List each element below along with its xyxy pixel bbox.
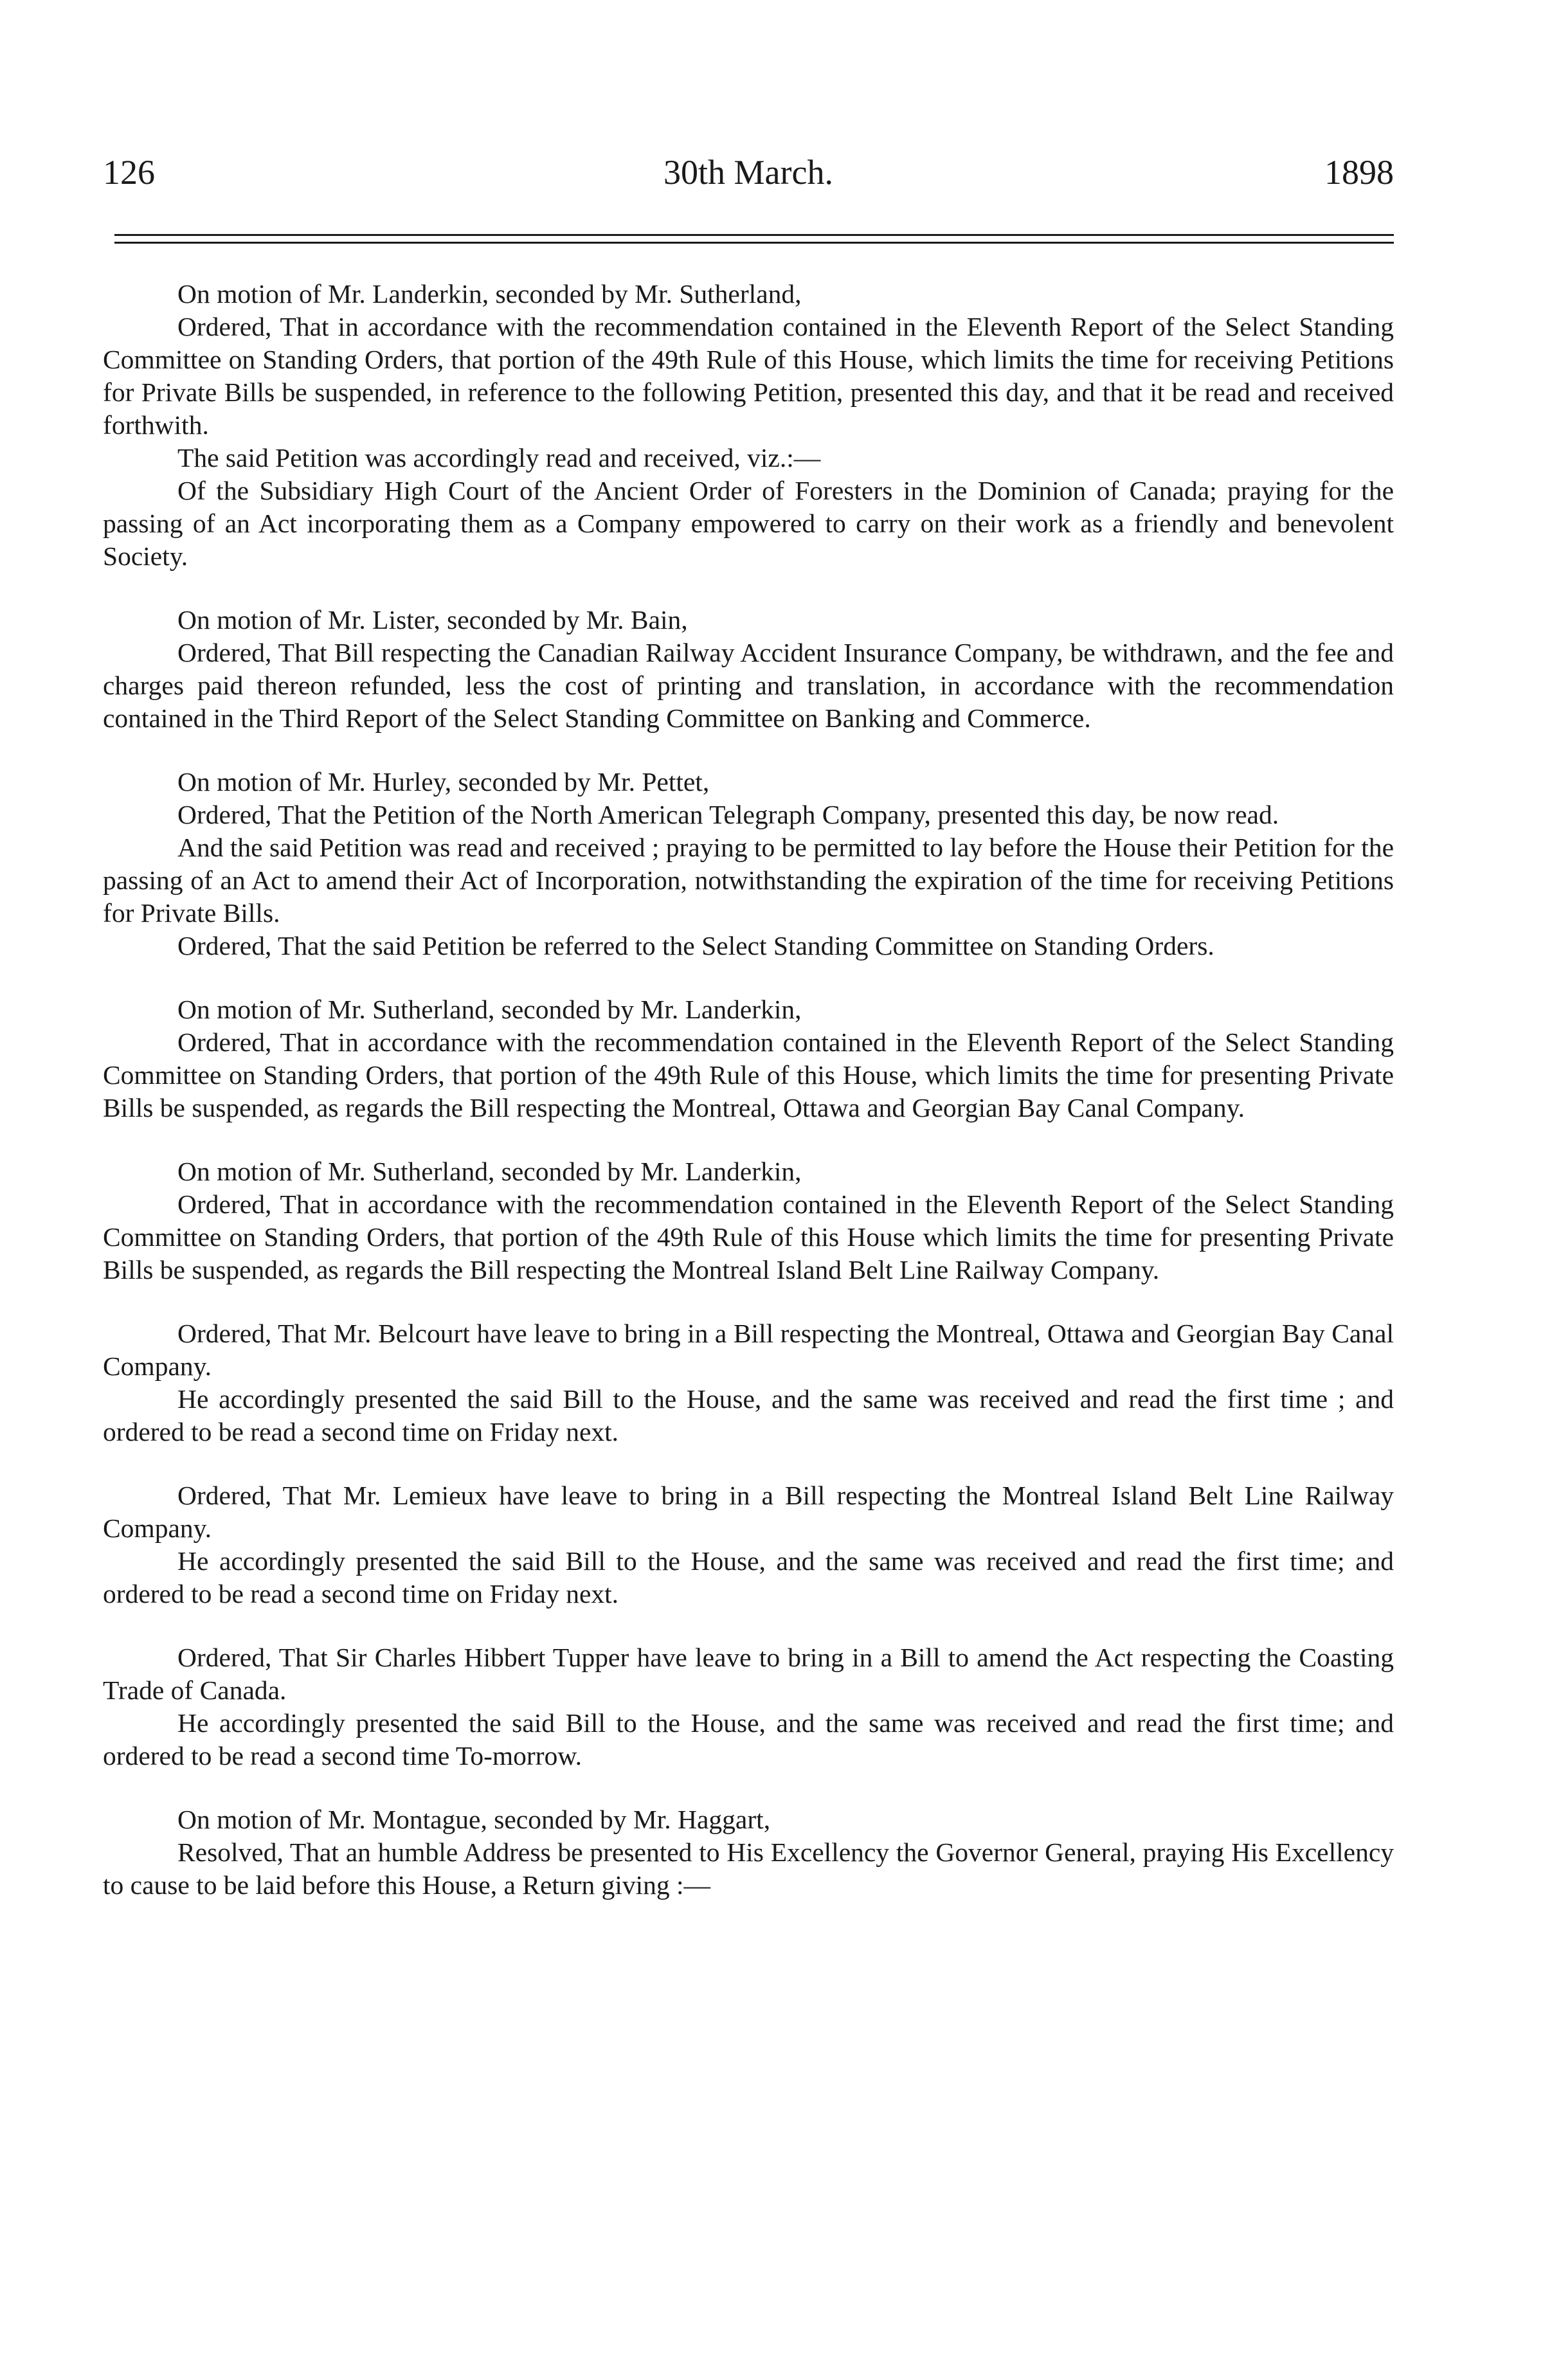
paragraph: Ordered, That Sir Charles Hibbert Tupper have leave to bring in a Bill to amend the Act respecting the Coasting Trade of Canada.: [103, 1643, 1394, 1705]
paragraph: Of the Subsidiary High Court of the Ancient Order of Foresters in the Dominion of Canada; praying for the passing of an Act incorporating them as a Company empowered to carry on their work as a friendly and benevolent Society.: [103, 476, 1394, 571]
paragraph: Ordered, That Bill respecting the Canadian Railway Accident Insurance Company, be withdrawn, and the fee and charges paid thereon refunded, less the cost of printing and translation, in accordance with the recommendation contained in the Third Report of the Select Standing Committee on Banking and Commerce.: [103, 638, 1394, 733]
entry-hurley-telegraph: [103, 766, 1394, 962]
paragraph: He accordingly presented the said Bill to the House, and the same was received and read the first time; and ordered to be read a second time on Friday next.: [103, 1546, 1394, 1609]
paragraph: On motion of Mr. Montague, seconded by Mr. Haggart,: [177, 1805, 771, 1834]
page-date: 30th March.: [663, 153, 833, 192]
page-year: 1898: [1324, 153, 1394, 192]
paragraph: Resolved, That an humble Address be presented to His Excellency the Governor General, praying His Excellency to cause to be laid before this House, a Return giving :—: [103, 1837, 1394, 1900]
paragraph: On motion of Mr. Landerkin, seconded by Mr. Sutherland,: [177, 279, 802, 309]
paragraph: Ordered, That in accordance with the recommendation contained in the Eleventh Report of the Select Standing Committee on Standing Orders, that portion of the 49th Rule of this House which limits the time for presenting Private Bills be suspended, as regards the Bill respecting the Montreal Island Belt Line Railway Company.: [103, 1189, 1394, 1285]
entry-sutherland-canal: [103, 993, 1394, 1124]
entry-lister-withdrawal: [103, 604, 1394, 735]
paragraph: And the said Petition was read and received ; praying to be permitted to lay before the House their Petition for the passing of an Act to amend their Act of Incorporation, notwithstanding the expiration of the time for receiving Petitions for Private Bills.: [103, 833, 1394, 928]
paragraph: He accordingly presented the said Bill to the House, and the same was received and read the first time; and ordered to be read a second time To-morrow.: [103, 1708, 1394, 1771]
entry-sutherland-railway: [103, 1155, 1394, 1286]
paragraph: On motion of Mr. Sutherland, seconded by Mr. Landerkin,: [177, 1157, 802, 1186]
entry-belcourt-bill: [103, 1317, 1394, 1448]
paragraph: The said Petition was accordingly read and received, viz.:—: [177, 443, 821, 473]
paragraph: On motion of Mr. Sutherland, seconded by Mr. Landerkin,: [177, 995, 802, 1024]
entry-tupper-bill: [103, 1641, 1394, 1772]
page-header: [103, 147, 1394, 198]
paragraph: Ordered, That in accordance with the recommendation contained in the Eleventh Report of the Select Standing Committee on Standing Orders, that portion of the 49th Rule of this House, which limits the time for receiving Petitions for Private Bills be suspended, in reference to the following Petition, presented this day, and that it be read and received forthwith.: [103, 312, 1394, 440]
entry-montague-address: [103, 1803, 1394, 1902]
paragraph: Ordered, That the said Petition be referred to the Select Standing Committee on Standing Orders.: [177, 931, 1214, 960]
paragraph: Ordered, That in accordance with the recommendation contained in the Eleventh Report of the Select Standing Committee on Standing Orders, that portion of the 49th Rule of this House, which limits the time for presenting Private Bills be suspended, as regards the Bill respecting the Montreal, Ottawa and Georgian Bay Canal Company.: [103, 1027, 1394, 1122]
entry-lemieux-bill: [103, 1479, 1394, 1610]
paragraph: Ordered, That Mr. Belcourt have leave to bring in a Bill respecting the Montreal, Ottawa and Georgian Bay Canal Company.: [103, 1319, 1394, 1381]
page-number: 126: [103, 153, 155, 192]
header-rule-bottom: [114, 242, 1394, 244]
header-rule-top: [114, 234, 1394, 236]
paragraph: On motion of Mr. Lister, seconded by Mr. Bain,: [177, 605, 688, 635]
paragraph: He accordingly presented the said Bill to the House, and the same was received and read the first time ; and ordered to be read a second time on Friday next.: [103, 1384, 1394, 1447]
paragraph: Ordered, That Mr. Lemieux have leave to bring in a Bill respecting the Montreal Island Belt Line Railway Company.: [103, 1481, 1394, 1543]
journal-body: [103, 278, 1394, 1933]
paragraph: Ordered, That the Petition of the North American Telegraph Company, presented this day, be now read.: [177, 800, 1279, 829]
entry-landerkin-petition: [103, 278, 1394, 573]
paragraph: On motion of Mr. Hurley, seconded by Mr. Pettet,: [177, 767, 710, 797]
